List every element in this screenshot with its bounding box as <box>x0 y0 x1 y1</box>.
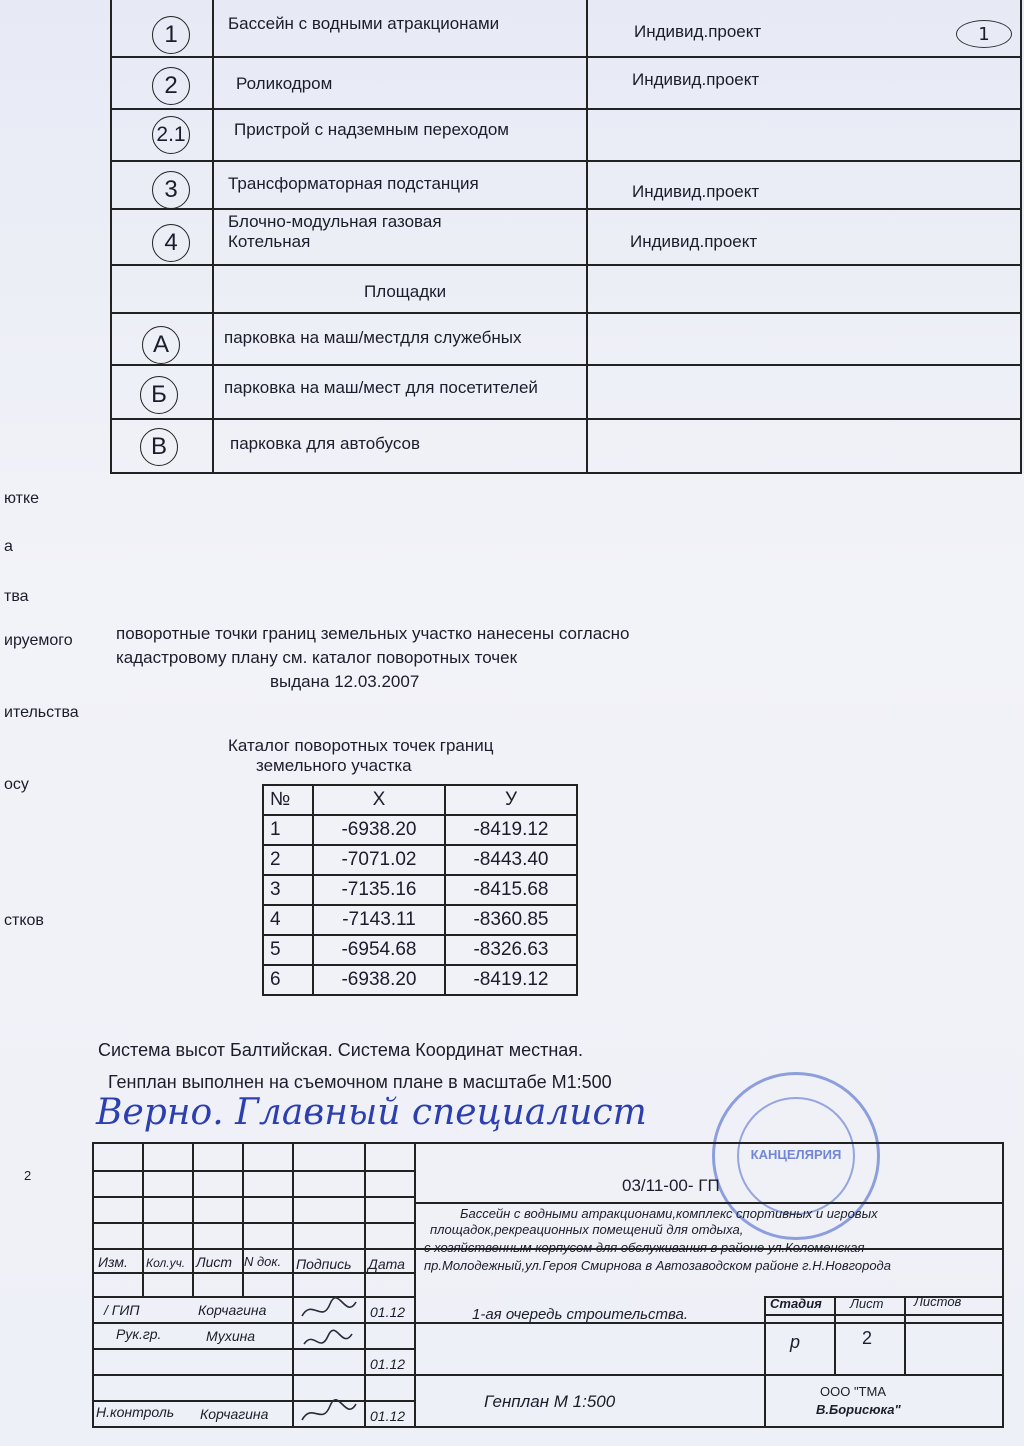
grid-line <box>94 1222 414 1224</box>
building-number-marker: 4 <box>152 224 190 262</box>
x-coordinate: -6954.68 <box>313 935 445 965</box>
grid-line <box>904 1296 906 1374</box>
point-number: 2 <box>263 845 313 875</box>
role-label: / ГИП <box>104 1302 140 1318</box>
y-coordinate: -8415.68 <box>445 875 577 905</box>
drawing-name: Генплан М 1:500 <box>484 1392 616 1411</box>
coordinates-catalog-table <box>262 784 578 996</box>
grid-line <box>94 1374 1004 1376</box>
stage-header: Стадия <box>770 1296 822 1311</box>
truncated-text: ютке <box>4 490 40 507</box>
point-number: 4 <box>263 905 313 935</box>
grid-line <box>414 1144 416 1428</box>
project-description: Бассейн с водными атракционами,комплекс спортивных и игровых <box>460 1206 878 1221</box>
building-name: Роликодром <box>236 74 333 93</box>
person-name: Корчагина <box>200 1406 269 1422</box>
sheet-header: Лист <box>850 1296 884 1311</box>
grid-line <box>94 1296 414 1298</box>
column-header: Лист <box>196 1254 233 1270</box>
role-label: Н.контроль <box>96 1404 175 1420</box>
boundary-note: поворотные точки границ земельных участко нанесены согласно <box>116 624 630 643</box>
column-header: Дата <box>368 1256 405 1272</box>
stage-value: р <box>790 1332 801 1352</box>
grid-line <box>94 1196 414 1198</box>
organization-name: ООО "ТМА <box>820 1384 887 1399</box>
sign-date: 01.12 <box>370 1304 406 1320</box>
signatures <box>294 1294 364 1424</box>
boundary-note-date: выдана 12.03.2007 <box>270 672 420 691</box>
sign-date: 01.12 <box>370 1408 406 1424</box>
area-letter-marker: А <box>142 326 180 364</box>
role-label: Рук.гр. <box>116 1326 162 1342</box>
sheets-header: Листов <box>914 1294 962 1309</box>
building-name: Бассейн с водными атракционами <box>228 14 500 33</box>
construction-stage: 1-ая очередь строительства. <box>472 1306 689 1323</box>
project-type: Индивид.проект <box>632 182 760 201</box>
grid-line <box>94 1400 414 1402</box>
legend-row <box>112 366 1020 420</box>
y-coordinate: -8419.12 <box>445 965 577 995</box>
x-coordinate: -7135.16 <box>313 875 445 905</box>
x-coordinate: -6938.20 <box>313 965 445 995</box>
column-header: № <box>263 785 313 815</box>
legend-section-row <box>112 266 1020 314</box>
truncated-text: ируемого <box>4 632 73 649</box>
person-name: Мухина <box>206 1328 256 1344</box>
truncated-text: а <box>4 538 13 555</box>
grid-line <box>834 1296 836 1374</box>
area-name: парковка для автобусов <box>230 434 420 453</box>
building-number-marker: 1 <box>152 16 190 54</box>
grid-line <box>94 1348 414 1350</box>
project-description: пр.Молодежный,ул.Героя Смирнова в Автозаводском районе г.Н.Новгорода <box>424 1258 891 1273</box>
column-header: Кол.уч. <box>146 1256 186 1270</box>
table-row <box>263 875 577 905</box>
project-type: Индивид.проект <box>632 70 760 89</box>
column-header: Подпись <box>296 1256 352 1272</box>
stamp-text: КАНЦЕЛЯРИЯ <box>750 1147 842 1162</box>
point-number: 1 <box>263 815 313 845</box>
section-title: Площадки <box>364 282 447 301</box>
column-header: У <box>445 785 577 815</box>
project-type: Индивид.проект <box>634 22 762 41</box>
catalog-title: земельного участка <box>256 756 412 775</box>
grid-line <box>364 1144 366 1428</box>
grid-line <box>764 1314 1004 1316</box>
truncated-text: тва <box>4 588 29 605</box>
table-row <box>263 935 577 965</box>
column-header: Х <box>313 785 445 815</box>
table-row <box>263 845 577 875</box>
catalog-title: Каталог поворотных точек границ <box>228 736 494 755</box>
point-number: 5 <box>263 935 313 965</box>
y-coordinate: -8360.85 <box>445 905 577 935</box>
truncated-text: ительства <box>4 704 79 721</box>
building-name: Трансформаторная подстанция <box>228 174 479 193</box>
project-description: с хозяйственным корпусом для обслуживания в районе ул.Коломенская <box>424 1240 865 1255</box>
sheet-number-handwritten: 1 <box>956 20 1012 48</box>
legend-row <box>112 110 1020 162</box>
buildings-legend-table <box>110 0 1022 474</box>
truncated-text: стков <box>4 912 44 929</box>
grid-line <box>94 1170 414 1172</box>
truncated-text: осу <box>4 776 29 793</box>
legend-row <box>112 162 1020 210</box>
y-coordinate: -8443.40 <box>445 845 577 875</box>
legend-row <box>112 58 1020 110</box>
person-name: Корчагина <box>198 1302 267 1318</box>
building-number-marker: 2 <box>152 67 190 105</box>
point-number: 6 <box>263 965 313 995</box>
sheet-value: 2 <box>862 1328 873 1348</box>
legend-row <box>112 314 1020 366</box>
legend-row <box>112 210 1020 266</box>
area-name: парковка на маш/местдля служебных <box>224 328 522 347</box>
genplan-note: Генплан выполнен на съемочном плане в масштабе М1:500 <box>108 1072 612 1092</box>
truncated-text: 2 <box>24 1168 32 1183</box>
column-header: N док. <box>244 1254 282 1269</box>
project-type: Индивид.проект <box>630 232 758 251</box>
building-name: Пристрой с надземным переходом <box>234 120 509 139</box>
sign-date: 01.12 <box>370 1356 406 1372</box>
column-header: Изм. <box>98 1254 128 1270</box>
organization-name: В.Борисюка" <box>816 1402 901 1417</box>
building-name: Котельная <box>228 232 311 251</box>
building-name: Блочно-модульная газовая <box>228 212 442 231</box>
grid-line <box>414 1202 1004 1204</box>
table-row <box>263 965 577 995</box>
area-letter-marker: Б <box>140 376 178 414</box>
grid-line <box>94 1272 414 1274</box>
y-coordinate: -8419.12 <box>445 815 577 845</box>
legend-row <box>112 420 1020 474</box>
area-letter-marker: В <box>140 428 178 466</box>
point-number: 3 <box>263 875 313 905</box>
y-coordinate: -8326.63 <box>445 935 577 965</box>
project-description: площадок,рекреационных помещений для отдыха, <box>430 1222 744 1237</box>
area-name: парковка на маш/мест для посетителей <box>224 378 538 397</box>
boundary-note: кадастровому плану см. каталог поворотных точек <box>116 648 518 667</box>
title-block <box>92 1142 1004 1428</box>
document-code: 03/11-00- ГП <box>622 1176 720 1195</box>
x-coordinate: -7071.02 <box>313 845 445 875</box>
x-coordinate: -6938.20 <box>313 815 445 845</box>
table-row <box>263 905 577 935</box>
handwritten-certification: Верно. Главный специалист <box>96 1092 647 1133</box>
coordinate-system-note: Система высот Балтийская. Система Координат местная. <box>98 1040 584 1060</box>
building-number-marker: 3 <box>152 171 190 209</box>
x-coordinate: -7143.11 <box>313 905 445 935</box>
table-header-row <box>263 785 577 815</box>
table-row <box>263 815 577 845</box>
legend-row <box>112 0 1020 58</box>
building-number-marker: 2.1 <box>152 116 190 154</box>
